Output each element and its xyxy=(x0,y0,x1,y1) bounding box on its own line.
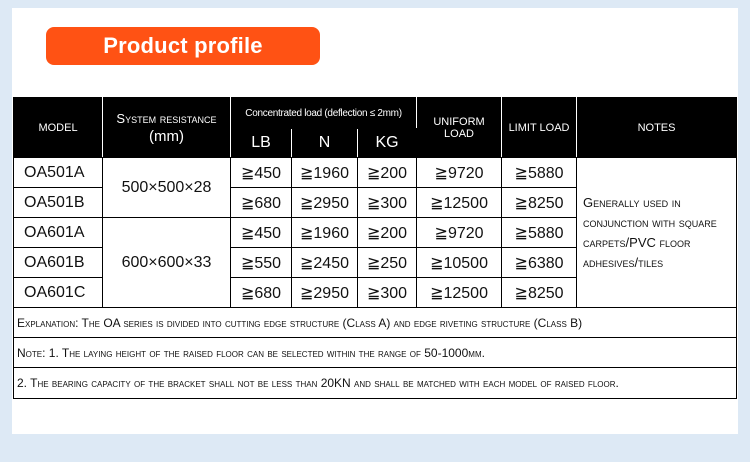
limit-load-cell: ≧5880 xyxy=(502,218,577,248)
header-lb: LB xyxy=(231,129,292,158)
n-cell: ≧1960 xyxy=(292,158,358,188)
table-row xyxy=(14,158,737,188)
uniform-load-cell: ≧12500 xyxy=(417,188,502,218)
kg-cell: ≧300 xyxy=(358,278,417,308)
lb-cell: ≧450 xyxy=(231,218,292,248)
header-notes: NOTES xyxy=(577,98,737,158)
uniform-load-cell: ≧9720 xyxy=(417,158,502,188)
model-cell: OA501B xyxy=(14,188,103,218)
limit-load-cell: ≧6380 xyxy=(502,248,577,278)
kg-cell: ≧200 xyxy=(358,218,417,248)
header-system-resistance: System resistance (mm) xyxy=(103,98,231,158)
limit-load-cell: ≧8250 xyxy=(502,188,577,218)
note-row xyxy=(14,368,737,399)
lb-cell: ≧680 xyxy=(231,278,292,308)
kg-cell: ≧200 xyxy=(358,158,417,188)
uniform-load-cell: ≧10500 xyxy=(417,248,502,278)
kg-cell: ≧250 xyxy=(358,248,417,278)
n-cell: ≧2950 xyxy=(292,188,358,218)
limit-load-cell: ≧5880 xyxy=(502,158,577,188)
header-limit-load: LIMIT LOAD xyxy=(502,98,577,158)
header-uniform-load: UNIFORM LOAD xyxy=(417,98,502,158)
explanation-text: Explanation: The OA series is divided into cutting edge structure (Class A) and edge riveting structure (Class B) xyxy=(14,308,737,338)
kg-cell: ≧300 xyxy=(358,188,417,218)
note-1-text: Note: 1. The laying height of the raised floor can be selected within the range of 50-1000mm. xyxy=(14,338,737,368)
product-spec-table xyxy=(13,97,737,399)
model-cell: OA501A xyxy=(14,158,103,188)
banner-title: Product profile xyxy=(103,33,263,58)
n-cell: ≧2950 xyxy=(292,278,358,308)
uniform-load-cell: ≧9720 xyxy=(417,218,502,248)
lb-cell: ≧550 xyxy=(231,248,292,278)
uniform-load-cell: ≧12500 xyxy=(417,278,502,308)
header-model: MODEL xyxy=(14,98,103,158)
size-cell: 500×500×28 xyxy=(103,158,231,218)
product-profile-banner xyxy=(46,27,320,65)
header-n: N xyxy=(292,129,358,158)
model-cell: OA601B xyxy=(14,248,103,278)
table-header-row xyxy=(14,98,737,129)
header-concentrated-load: Concentrated load (deflection ≤ 2mm) xyxy=(231,98,417,129)
explanation-row xyxy=(14,308,737,338)
model-cell: OA601A xyxy=(14,218,103,248)
size-cell: 600×600×33 xyxy=(103,218,231,308)
lb-cell: ≧680 xyxy=(231,188,292,218)
lb-cell: ≧450 xyxy=(231,158,292,188)
note-row xyxy=(14,338,737,368)
note-2-text: 2. The bearing capacity of the bracket shall not be less than 20KN and shall be matched with each model of raised floor. xyxy=(14,368,737,399)
limit-load-cell: ≧8250 xyxy=(502,278,577,308)
n-cell: ≧2450 xyxy=(292,248,358,278)
header-kg: KG xyxy=(358,129,417,158)
notes-cell: Generally used in conjunction with square carpets/PVC floor adhesives/tiles xyxy=(577,158,737,308)
model-cell: OA601C xyxy=(14,278,103,308)
n-cell: ≧1960 xyxy=(292,218,358,248)
